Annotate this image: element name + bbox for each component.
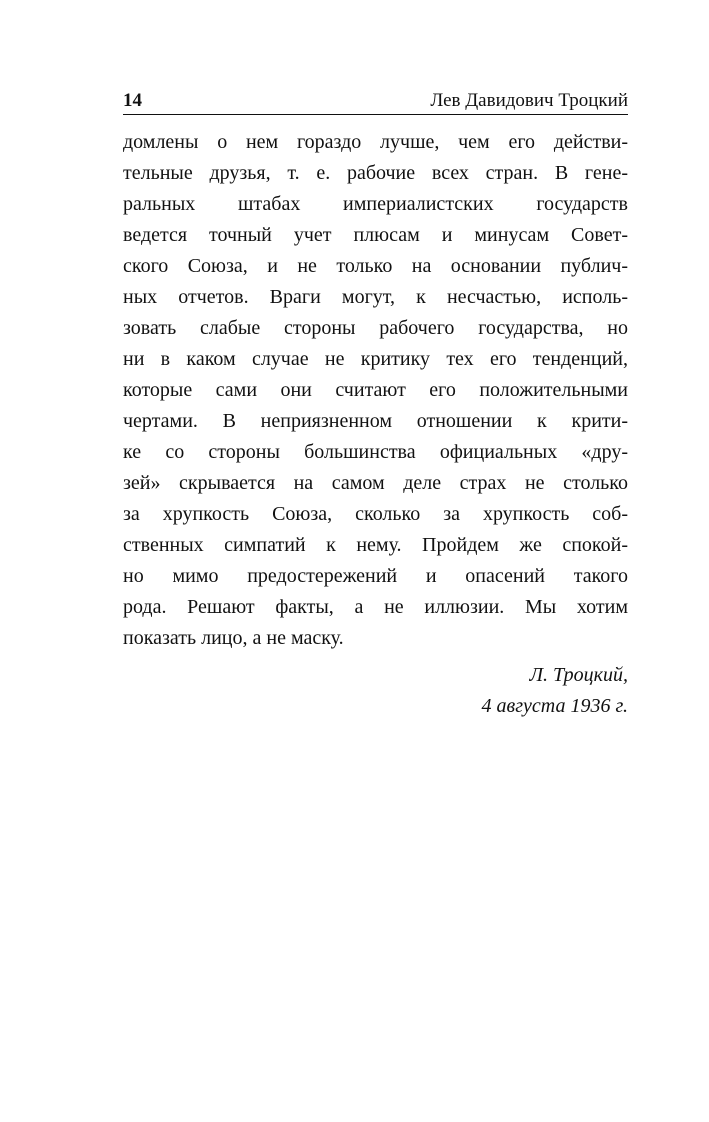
text-line: ведется точный учет плюсам и минусам Совет- (123, 224, 628, 246)
text-line: зей» скрывается на самом деле страх не столько (123, 472, 628, 494)
text-line: рода. Решают факты, а не иллюзии. Мы хотим (123, 596, 628, 618)
signature-author: Л. Троцкий, (529, 664, 628, 686)
text-line: ского Союза, и не только на основании публич- (123, 255, 628, 277)
body-text (123, 127, 628, 654)
text-line: которые сами они считают его положительными (123, 379, 628, 401)
text-line: домлены о нем гораздо лучше, чем его действи- (123, 131, 628, 153)
text-line: ственных симпатий к нему. Пройдем же спокой- (123, 534, 628, 556)
text-line: ральных штабах империалистских государств (123, 193, 628, 215)
text-line: ке со стороны большинства официальных «дру- (123, 441, 628, 463)
text-line: но мимо предостережений и опасений такого (123, 565, 628, 587)
running-title: Лев Давидович Троцкий (430, 90, 628, 111)
book-page (123, 82, 628, 722)
text-line: ных отчетов. Враги могут, к несчастью, исполь- (123, 286, 628, 308)
text-line: показать лицо, а не маску. (123, 627, 344, 649)
signature-block (123, 660, 628, 722)
text-line: зовать слабые стороны рабочего государства, но (123, 317, 628, 339)
page-number: 14 (123, 90, 142, 111)
signature-date: 4 августа 1936 г. (481, 695, 628, 717)
running-head (123, 82, 628, 115)
text-line: ни в каком случае не критику тех его тенденций, (123, 348, 628, 370)
text-line: за хрупкость Союза, сколько за хрупкость соб- (123, 503, 628, 525)
text-line: тельные друзья, т. е. рабочие всех стран. В гене- (123, 162, 628, 184)
text-line: чертами. В неприязненном отношении к крити- (123, 410, 628, 432)
